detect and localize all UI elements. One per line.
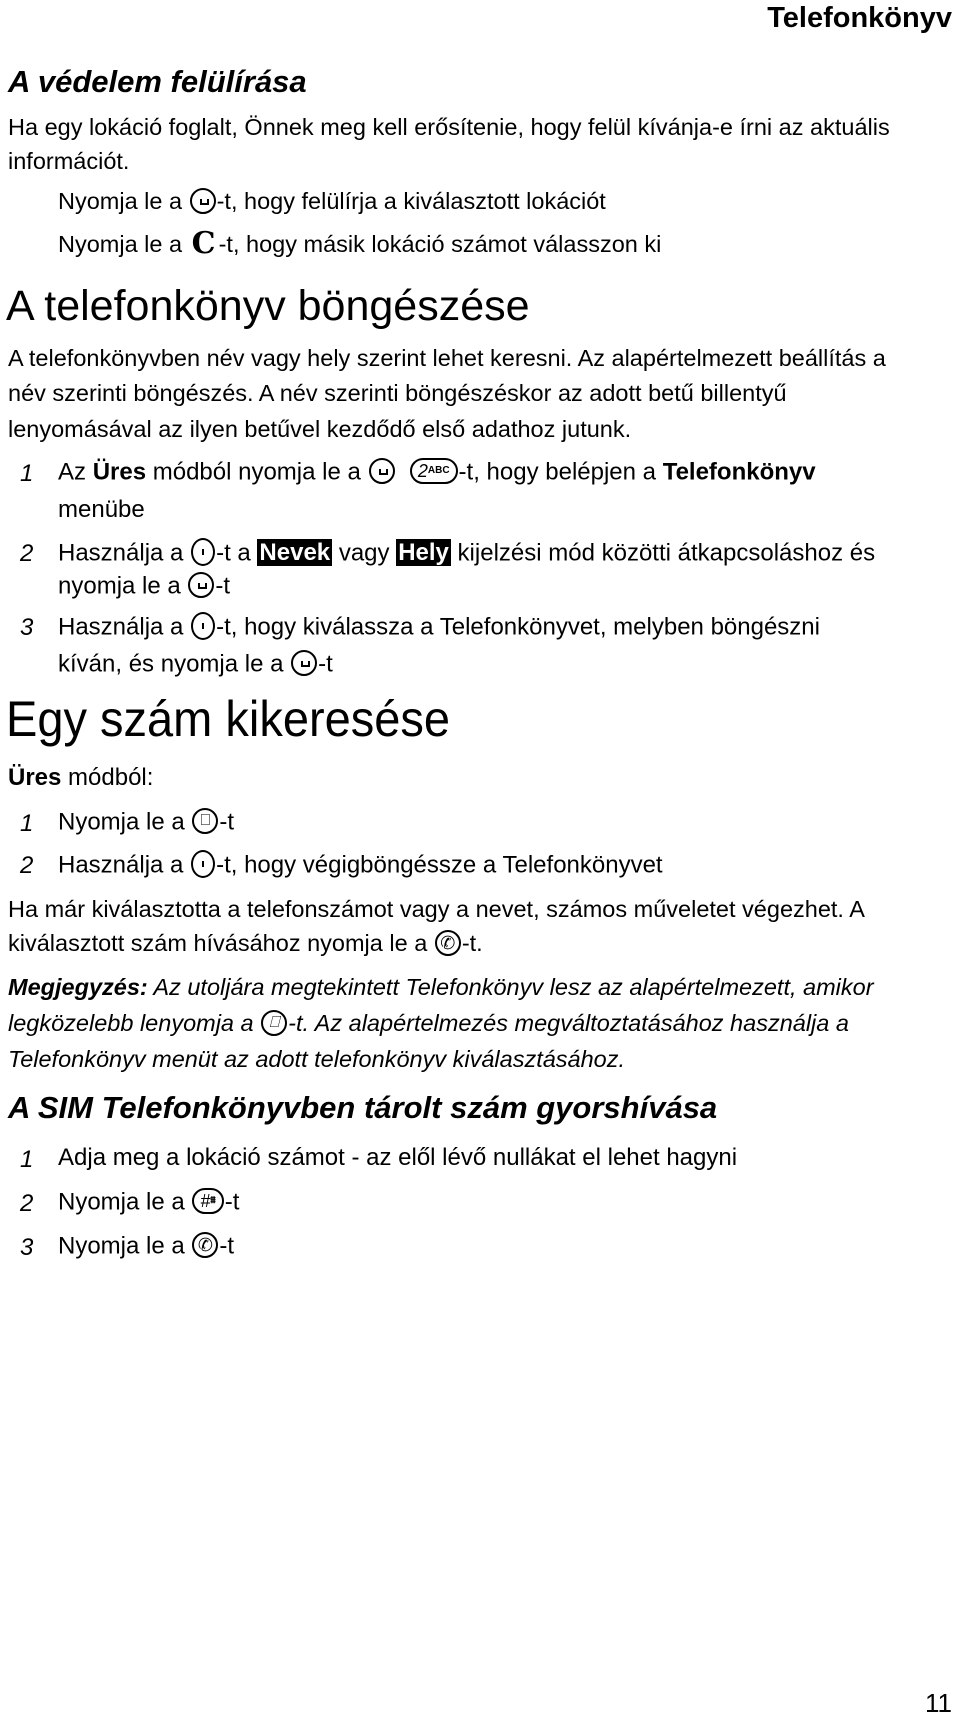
text: Nyomja le a [58,188,189,215]
browse-step-2 [58,540,875,568]
text: kijelzési mód közötti átkapcsoláshoz és [450,539,876,567]
text: Nyomja le a [58,808,192,836]
step-number: 2 [20,1190,34,1217]
page-number: 11 [925,1688,952,1718]
text: -t, hogy kiválassza a Telefonkönyvet, melyben böngészni [216,613,820,641]
sim-step-2 [58,1190,239,1216]
sim-step-3 [58,1234,234,1260]
step-number: 1 [20,810,34,837]
ok-key-icon [291,650,317,676]
nav-key-icon [191,538,215,566]
find-mode-line [8,766,153,790]
text: -t [215,572,231,600]
text: -t [224,1188,240,1216]
text: Nyomja le a [58,1232,192,1260]
display-label-nevek: Nevek [259,539,331,567]
phonebook-key-icon: ⎕ [192,808,218,834]
text: legközelebb lenyomja a [8,1010,261,1037]
step-number: 2 [20,852,34,879]
text: Az [58,458,93,486]
running-header: Telefonkönyv [767,2,952,34]
text: Az utoljára megtekintett Telefonkönyv lesz az alapértelmezett, amikor [147,974,874,1000]
key-sub-symbol: ⩩ [210,1195,216,1206]
step-number: 2 [20,540,34,567]
clear-key-icon: C [191,226,216,261]
override-intro-line-1: Ha egy lokáció foglalt, Önnek meg kell erősítenie, hogy felül kívánja-e írni az aktuális [8,114,890,140]
two-abc-key-icon [410,458,458,484]
text: -t, hogy belépjen a [458,458,663,486]
text: -t [318,650,333,678]
key-digit: 2 [417,461,428,481]
browse-para-line-3: lenyomásával az ilyen betűvel kezdődő első adathoz jutunk. [8,416,632,442]
display-label-hely: Hely [398,539,449,567]
text: kiválasztott szám hívásához nyomja le a [8,930,434,957]
text: -t, hogy másik lokáció számot válasszon ki [218,231,662,258]
key-symbol: # [200,1191,211,1211]
phonebook-key-icon: ⎕ [261,1010,287,1036]
key-letters: ABC [427,465,450,476]
mode-name: Üres [92,458,147,486]
override-option-confirm [58,190,606,216]
find-step-2 [58,852,663,880]
ok-key-icon [369,458,395,484]
text: módból nyomja le a [146,458,368,486]
step-number: 3 [20,1234,34,1261]
text: Használja a [58,613,191,641]
text: -t [219,1232,235,1260]
step-number: 1 [20,1146,34,1173]
hash-key-icon [192,1188,223,1214]
call-key-icon: ✆ [435,930,461,956]
section-title-find: Egy szám kikeresése [6,691,451,747]
section-title-override: A védelem felülírása [8,64,307,99]
text: -t a [216,539,258,567]
browse-para-line-1: A telefonkönyvben név vagy hely szerint lehet keresni. Az alapértelmezett beállítás a [8,345,886,371]
text: -t [219,808,235,836]
ok-key-icon [188,572,214,598]
step-number: 1 [20,460,34,487]
browse-step-3-line-2 [58,652,333,678]
browse-step-3 [58,614,820,642]
override-intro-line-2: információt. [8,148,130,174]
note-line-1 [8,976,874,1000]
text: Használja a [58,851,191,879]
note-line-3: Telefonkönyv menüt az adott telefonkönyv kiválasztásához. [8,1046,626,1072]
browse-para-line-2: név szerinti böngészés. A név szerinti böngészéskor az adott betű billentyű [8,380,787,406]
browse-step-1 [58,460,816,486]
text: -t. Az alapértelmezés megváltoztatásához használja a [288,1010,849,1037]
ok-key-icon [190,188,216,214]
mode-name: Üres [8,764,62,791]
note-line-2 [8,1012,849,1038]
nav-key-icon [191,850,215,878]
text: vagy [332,539,397,567]
find-para-line-1: Ha már kiválasztotta a telefonszámot vagy a nevet, számos műveletet végezhet. A [8,896,865,922]
step-number: 3 [20,614,34,641]
sim-step-1: Adja meg a lokáció számot - az elől lévő nullákat el lehet hagyni [58,1144,738,1171]
find-step-1 [58,810,234,836]
text: -t. [461,930,483,957]
call-key-icon: ✆ [192,1232,218,1258]
text: Használja a [58,539,191,567]
browse-step-1-line-2: menübe [58,496,145,523]
text: -t, hogy felülírja a kiválasztott lokációt [216,188,606,215]
find-para-line-2 [8,932,483,958]
text: Nyomja le a [58,1188,192,1216]
browse-step-2-line-2 [58,574,230,600]
override-option-other [58,226,662,261]
section-title-browse: A telefonkönyv böngészése [6,282,530,330]
note-label: Megjegyzés: [8,974,148,1000]
menu-name: Telefonkönyv [662,458,816,486]
text: Nyomja le a [58,231,189,258]
text: kíván, és nyomja le a [58,650,291,678]
text: módból: [61,764,154,791]
text: nyomja le a [58,572,188,600]
section-title-sim: A SIM Telefonkönyvben tárolt szám gyorshívása [8,1090,718,1125]
text: -t, hogy végigböngéssze a Telefonkönyvet [216,851,663,879]
nav-key-icon [191,612,215,640]
